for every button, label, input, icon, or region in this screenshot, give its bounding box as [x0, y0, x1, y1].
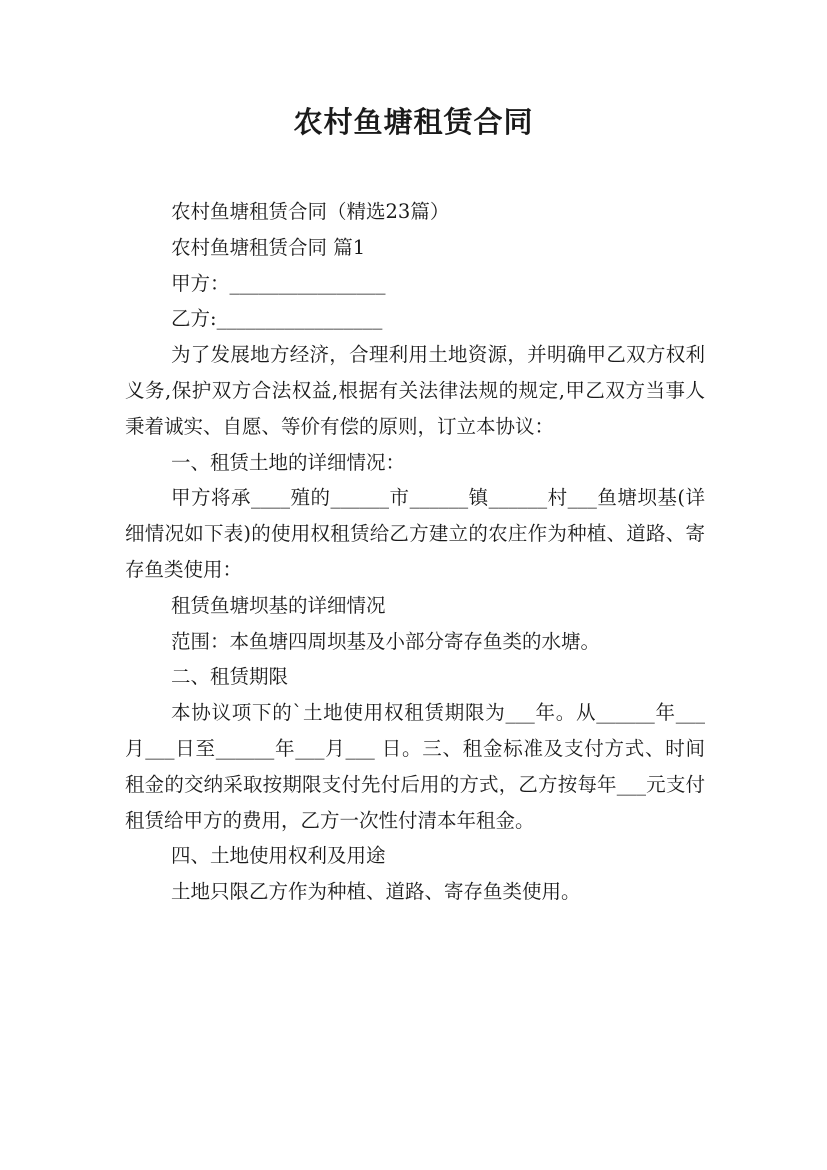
- paragraph-preamble: 为了发展地方经济，合理利用土地资源，并明确甲乙双方权利义务,保护双方合法权益,根据有关法律法规的规定,甲乙双方当事人秉着诚实、自愿、等价有偿的原则，订立本协议：: [125, 343, 705, 438]
- paragraph-section-2-body: 本协议项下的`土地使用权租赁期限为___年。从______年___月___日至______年___月___ 日。三、租金标准及支付方式、时间租金的交纳采取按期限支付先付后用的方式，乙方按每年___元支付租赁给甲方的费用，乙方一次性付清本年租金。: [125, 701, 705, 832]
- paragraph-party-b: 乙方:_________________: [171, 307, 383, 331]
- paragraph-party-a: 甲方：________________: [171, 271, 386, 295]
- paragraph-section-2-heading: 二、租赁期限: [171, 665, 289, 689]
- paragraph-part-heading: 农村鱼塘租赁合同 篇1: [171, 235, 366, 259]
- paragraph-section-4-heading: 四、土地使用权利及用途: [171, 844, 386, 868]
- paragraph-section-1-heading: 一、租赁土地的详细情况：: [171, 450, 406, 474]
- paragraph-section-4-body: 土地只限乙方作为种植、道路、寄存鱼类使用。: [171, 880, 581, 904]
- paragraph-section-1-body: 甲方将承____殖的______市______镇______村___鱼塘坝基(详细情况如下表)的使用权租赁给乙方建立的农庄作为种植、道路、寄存鱼类使用：: [125, 486, 705, 581]
- paragraph-section-1-scope: 范围：本鱼塘四周坝基及小部分寄存鱼类的水塘。: [171, 629, 601, 653]
- paragraph-subtitle: 农村鱼塘租赁合同（精选23篇）: [171, 200, 450, 223]
- paragraph-section-1-detail: 租赁鱼塘坝基的详细情况: [171, 593, 386, 617]
- document-body: [125, 194, 705, 910]
- document-title: 农村鱼塘租赁合同: [293, 105, 534, 139]
